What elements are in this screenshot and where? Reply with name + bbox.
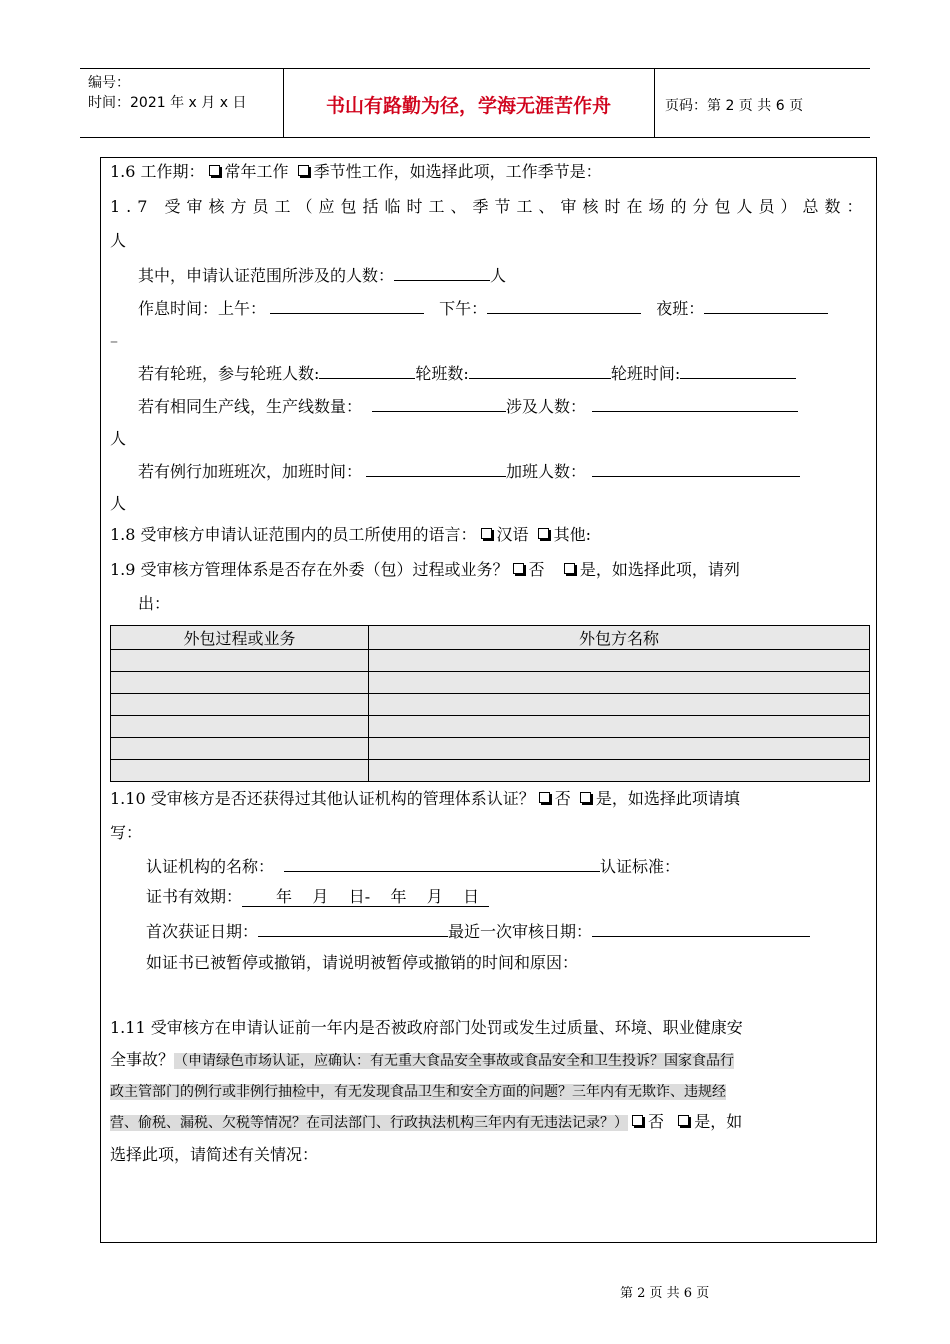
section-1-10	[110, 789, 740, 809]
note-line-3: 营、偷税、漏税、欠税等情况？在司法部门、行政执法机构三年内有无违法记录？）	[110, 1115, 628, 1131]
table-header-row	[111, 626, 870, 650]
checkbox-yes[interactable]	[580, 792, 591, 803]
page-header	[80, 68, 870, 138]
line-count-label: 若有相同生产线，生产线数量：	[138, 397, 363, 416]
table-cell[interactable]	[111, 672, 369, 694]
work-time-label: 作息时间：上午：	[138, 299, 267, 318]
checkbox-year-round[interactable]	[209, 165, 220, 176]
table-cell[interactable]	[369, 716, 870, 738]
s1-8-label: 1.8 受审核方申请认证范围内的员工所使用的语言：	[110, 525, 477, 544]
header-motto: 书山有路勤为径，学海无涯苦作舟	[325, 95, 611, 117]
s1-11-cont: 选择此项，请简述有关情况：	[110, 1145, 319, 1164]
overtime-row	[138, 460, 800, 482]
last-audit-field[interactable]	[592, 920, 810, 937]
col-header-process: 外包过程或业务	[111, 626, 369, 650]
checkbox-yes[interactable]	[678, 1115, 689, 1126]
line-people-label: 涉及人数：	[506, 397, 587, 416]
cert-std-label: 认证标准：	[600, 857, 681, 876]
section-1-8	[110, 525, 591, 545]
scope-people-label: 其中，申请认证范围所涉及的人数：	[138, 266, 395, 285]
line-people-field[interactable]	[592, 395, 798, 412]
outsource-table	[110, 625, 870, 782]
shift-people-field[interactable]	[319, 362, 415, 379]
table-cell[interactable]	[111, 694, 369, 716]
opt-yes-label: 是，如	[694, 1112, 743, 1131]
ot-time-field[interactable]	[366, 460, 506, 477]
table-cell[interactable]	[369, 760, 870, 782]
suspend-text: 如证书已被暂停或撤销，请说明被暂停或撤销的时间和原因：	[146, 953, 579, 972]
table-row	[111, 650, 870, 672]
date-text: 时间：2021 年 x 月 x 日	[88, 95, 247, 111]
ot-unit: 人	[110, 494, 127, 513]
validity-field[interactable]: 年 月 日- 年 月 日	[242, 887, 489, 907]
validity-label: 证书有效期：	[146, 887, 243, 906]
page-footer: 第 2 页 共 6 页	[620, 1286, 710, 1301]
opt-chinese-label: 汉语	[496, 525, 529, 544]
shift-time-label: 轮班时间:	[610, 364, 681, 383]
s1-9-cont: 出：	[138, 594, 171, 613]
ot-time-label: 若有例行加班班次，加班时间：	[138, 462, 363, 481]
table-cell[interactable]	[369, 672, 870, 694]
work-time-row	[138, 297, 828, 319]
scope-people-field[interactable]	[394, 264, 490, 281]
table-cell[interactable]	[369, 694, 870, 716]
shift-people-label: 若有轮班，参与轮班人数:	[138, 364, 320, 383]
table-cell[interactable]	[369, 650, 870, 672]
s1-9-label: 1.9 受审核方管理体系是否存在外委（包）过程或业务？	[110, 560, 509, 579]
validity-row	[146, 887, 489, 907]
number-label: 编号：	[88, 75, 130, 91]
opt-yes-label: 是，如选择此项请填	[595, 789, 740, 808]
shift-count-label: 轮班数:	[415, 364, 469, 383]
s1-11-title: 1.11 受审核方在申请认证前一年内是否被政府部门处罚或发生过质量、环境、职业健康安	[110, 1018, 743, 1037]
s1-11-line4	[110, 1112, 742, 1133]
cert-org-row	[146, 855, 680, 877]
note-line-2: 政主管部门的例行或非例行抽检中，有无发现食品卫生和安全方面的问题？三年内有无欺诈、违规经	[110, 1084, 726, 1100]
night-label: 夜班：	[656, 299, 705, 318]
header-divider	[654, 69, 655, 137]
checkbox-no[interactable]	[539, 792, 550, 803]
cert-org-field[interactable]	[284, 855, 600, 872]
checkbox-chinese[interactable]	[481, 528, 492, 539]
opt-seasonal-label: 季节性工作，如选择此项，工作季节是：	[313, 162, 602, 181]
table-cell[interactable]	[111, 716, 369, 738]
s1-11-line3	[110, 1081, 726, 1102]
s1-7-unit: 人	[110, 231, 127, 250]
opt-no-label: 否	[528, 560, 545, 579]
ot-people-label: 加班人数：	[506, 462, 587, 481]
s1-6-label: 1.6 工作期：	[110, 162, 205, 181]
col-header-supplier: 外包方名称	[369, 626, 870, 650]
section-1-6	[110, 162, 602, 182]
header-page-number: 页码：第 2 页 共 6 页	[665, 98, 804, 114]
checkbox-no[interactable]	[632, 1115, 643, 1126]
dash: –	[110, 331, 118, 350]
table-cell[interactable]	[111, 738, 369, 760]
table-cell[interactable]	[369, 738, 870, 760]
section-1-9	[110, 560, 740, 580]
opt-no-label: 否	[554, 789, 571, 808]
scope-people-row	[138, 264, 506, 286]
opt-other-language-label: 其他:	[553, 525, 592, 544]
checkbox-yes[interactable]	[564, 563, 575, 574]
opt-yes-label: 是，如选择此项，请列	[579, 560, 740, 579]
last-audit-label: 最近一次审核日期：	[448, 922, 593, 941]
table-row	[111, 760, 870, 782]
s1-7-title: 1.7 受审核方员工（应包括临时工、季节工、审核时在场的分包人员）总数：	[110, 197, 869, 216]
shift-row	[138, 362, 796, 384]
scope-people-unit: 人	[490, 266, 507, 285]
table-row	[111, 694, 870, 716]
am-field[interactable]	[270, 297, 424, 314]
ot-people-field[interactable]	[592, 460, 800, 477]
shift-count-field[interactable]	[469, 362, 611, 379]
table-cell[interactable]	[111, 650, 369, 672]
first-cert-label: 首次获证日期：	[146, 922, 259, 941]
checkbox-seasonal[interactable]	[298, 165, 309, 176]
first-cert-field[interactable]	[258, 920, 448, 937]
table-row	[111, 716, 870, 738]
pm-field[interactable]	[487, 297, 641, 314]
header-left	[88, 73, 283, 113]
opt-year-round-label: 常年工作	[224, 162, 289, 181]
s1-10-label: 1.10 受审核方是否还获得过其他认证机构的管理体系认证？	[110, 789, 535, 808]
table-row	[111, 738, 870, 760]
night-field[interactable]	[704, 297, 828, 314]
production-line-row	[138, 395, 798, 417]
note-line-1: （申请绿色市场认证，应确认：有无重大食品安全事故或食品安全和卫生投诉？国家食品行	[174, 1053, 735, 1069]
line-unit: 人	[110, 429, 127, 448]
s1-11-prefix: 全事故？	[110, 1050, 175, 1069]
table-row	[111, 672, 870, 694]
cert-org-label: 认证机构的名称：	[146, 857, 275, 876]
checkbox-other-language[interactable]	[538, 528, 549, 539]
s1-11-line2	[110, 1050, 734, 1071]
pm-label: 下午：	[439, 299, 488, 318]
checkbox-no[interactable]	[513, 563, 524, 574]
opt-no-label: 否	[648, 1112, 665, 1131]
line-count-field[interactable]	[372, 395, 506, 412]
dates-row	[146, 920, 810, 942]
table-cell[interactable]	[111, 760, 369, 782]
shift-time-field[interactable]	[680, 362, 796, 379]
s1-10-cont: 写：	[110, 823, 143, 842]
